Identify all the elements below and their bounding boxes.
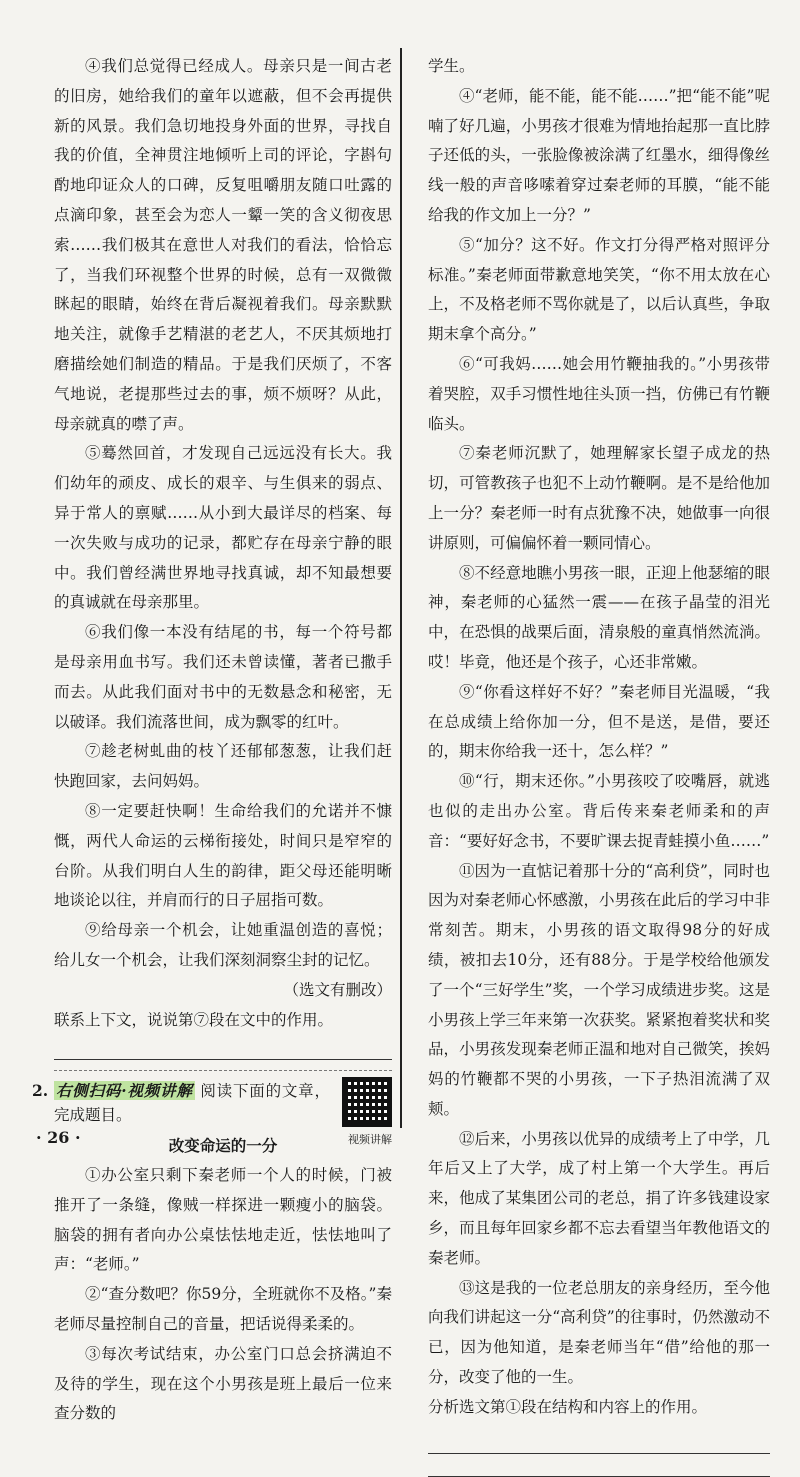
paragraph-6: ⑥我们像一本没有结尾的书，每一个符号都是母亲用血书写。我们还未曾读懂，著者已撒手而去。从此我们面对书中的无数悬念和秘密，无以破译。我们流落世间，成为飘零的红叶。 (54, 623, 392, 731)
right-column (428, 52, 770, 1477)
article-paragraph-9: ⑨“你看这样好不好？”秦老师目光温暖，“我在总成绩上给你加一分，但不是送，是借，要还的，期末你给我一还十，怎么样？” (428, 682, 770, 761)
article-paragraph-7: ⑦秦老师沉默了，她理解家长望子成龙的热切，可管教孩子也犯不上动竹鞭啊。是不是给他加上一分？秦老师一时有点犹豫不决，她做事一向很讲原则，可偏偏怀着一颗同情心。 (428, 444, 770, 552)
paragraph-4: ④我们总觉得已经成人。母亲只是一间古老的旧房，她给我们的童年以遮蔽，但不会再提供新的风景。我们急切地投身外面的世界，寻找自我的价值，全神贯注地倾听上司的评论，字斟句酌地印证众人的口碑，反复咀嚼朋友随口吐露的点滴印象，甚至会为恋人一颦一笑的含义彻夜思索……我们极其在意世人对我们的看法，恰恰忘了，当我们环视整个世界的时候，总有一双微微眯起的眼睛，始终在背后凝视着我们。母亲默默地关注，就像手艺精湛的老艺人，不厌其烦地打磨描绘她们制造的精品。于是我们厌烦了，不客气地说，老提那些过去的事，烦不烦呀？从此，母亲就真的噤了声。 (54, 57, 392, 433)
article-paragraph-13: ⑬这是我的一位老总朋友的亲身经历，至今他向我们讲起这一分“高利贷”的往事时，仍然激动不已，因为他知道，是秦老师当年“借”给他的那一分，改变了他的一生。 (428, 1278, 770, 1387)
question-2-prompt: 阅读下面的文章，完成题目。 (54, 1082, 330, 1125)
continuation-text: 学生。 (428, 57, 475, 75)
paragraph-9: ⑨给母亲一个机会，让她重温创造的喜悦；给儿女一个机会，让我们深刻洞察尘封的记忆。 (54, 921, 392, 969)
article-paragraph-8: ⑧不经意地瞧小男孩一眼，正迎上他瑟缩的眼神，秦老师的心猛然一震——在孩子晶莹的泪光中，在恐惧的战栗后面，清泉般的童真悄然流淌。哎！毕竟，他还是个孩子，心还非常嫩。 (428, 563, 770, 671)
qr-label: 视频讲解 (348, 1133, 392, 1147)
source-note: （选文有删改） (283, 980, 392, 999)
article-paragraph-1: ①办公室只剩下秦老师一个人的时候，门被推开了一条缝，像贼一样探进一颗瘦小的脑袋。脑袋的拥有者向办公桌怯怯地走近，怯怯地叫了声：“老师。” (54, 1166, 392, 1274)
answer-line (54, 1059, 392, 1060)
question-separator (54, 1070, 392, 1071)
page-number: · 26 · (36, 1128, 81, 1147)
article-paragraph-5: ⑤“加分？这不好。作文打分得严格对照评分标准。”秦老师面带歉意地笑笑，“你不用太放在心上，不及格老师不骂你就是了，以后认真些，争取期末拿个高分。” (428, 235, 770, 344)
paragraph-8: ⑧一定要赶快啊！生命给我们的允诺并不慷慨，两代人命运的云梯衔接处，时间只是窄窄的台阶。从我们明白人生的韵律，距父母还能明晰地谈论以往，并肩而行的日子屈指可数。 (54, 801, 392, 910)
qr-code[interactable] (342, 1077, 392, 1127)
article-title: 改变命运的一分 (168, 1136, 278, 1156)
question-2-number: 2. (32, 1081, 49, 1101)
article-paragraph-6: ⑥“可我妈……她会用竹鞭抽我的。”小男孩带着哭腔，双手习惯性地往头顶一挡，仿佛已有竹鞭临头。 (428, 354, 770, 433)
article-paragraph-4: ④“老师，能不能，能不能……”把“能不能”呢喃了好几遍，小男孩才很难为情地抬起那一直比脖子还低的头，一张脸像被涂满了红墨水，细得像丝线一般的声音哆嗦着穿过秦老师的耳膜，“能不能给我的作文加上一分？” (428, 86, 770, 224)
answer-line-1 (428, 1453, 770, 1454)
video-tag: 右侧扫码·视频讲解 (56, 1081, 193, 1101)
article-paragraph-3: ③每次考试结束，办公室门口总会挤满迫不及待的学生，现在这个小男孩是班上最后一位来查分数的 (54, 1344, 392, 1423)
article-paragraph-11: ⑪因为一直惦记着那十分的“高利贷”，同时也因为对秦老师心怀感激，小男孩在此后的学习中非常刻苦。期末，小男孩的语文取得98分的好成绩，被扣去10分，还有88分。于是学校给他颁发了一个“三好学生”奖，一个学习成绩进步奖。这是小男孩上学三年来第一次获奖。紧紧抱着奖状和奖品，小男孩发现秦老师正温和地对自己微笑，挨妈妈的竹鞭都不哭的小男孩，一下子热泪流满了双颊。 (428, 861, 770, 1118)
paragraph-5: ⑤蓦然回首，才发现自己远远没有长大。我们幼年的顽皮、成长的艰辛、与生俱来的弱点、异于常人的禀赋……从小到大最详尽的档案、每一次失败与成功的记录，都贮存在母亲宁静的眼中。我们曾经满世界地寻找真诚，却不知最想要的真诚就在母亲那里。 (54, 444, 392, 612)
left-column (32, 52, 392, 1429)
paragraph-7: ⑦趁老树虬曲的枝丫还郁郁葱葱，让我们赶快跑回家，去问妈妈。 (54, 742, 392, 791)
question-2: 分析选文第①段在结构和内容上的作用。 (428, 1397, 708, 1416)
article-paragraph-2: ②“查分数吧？你59分，全班就你不及格。”秦老师尽量控制自己的音量，把话说得柔柔的。 (54, 1285, 392, 1334)
column-divider (400, 48, 402, 1128)
question-1: 联系上下文，说说第⑦段在文中的作用。 (54, 1010, 334, 1029)
article-paragraph-12: ⑫后来，小男孩以优异的成绩考上了中学，几年后又上了大学，成了村上第一个大学生。再后来，他成了某集团公司的老总，捐了许多钱建设家乡，而且每年回家乡都不忘去看望当年教他语文的秦老师。 (428, 1129, 770, 1267)
article-paragraph-10: ⑩“行，期末还你。”小男孩咬了咬嘴唇，就逃也似的走出办公室。背后传来秦老师柔和的声音：“要好好念书，不要旷课去捉青蛙摸小鱼……” (428, 772, 770, 850)
